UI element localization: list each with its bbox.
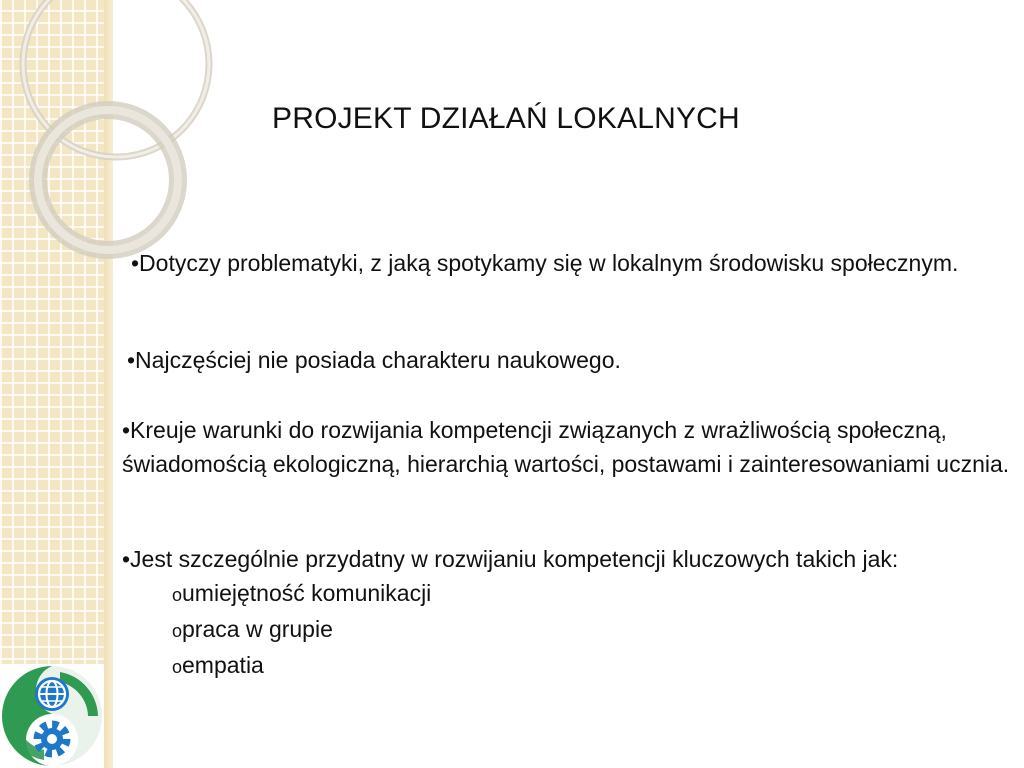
gear-icon	[38, 725, 66, 753]
list-marker: o	[172, 621, 183, 641]
list-marker: o	[172, 657, 183, 677]
list-item-text: praca w grupie	[182, 616, 333, 642]
decorative-rings	[0, 0, 130, 260]
list-item	[172, 576, 1017, 612]
list-marker: o	[172, 585, 183, 605]
slide-title: PROJEKT DZIAŁAŃ LOKALNYCH	[272, 102, 740, 135]
list-item	[172, 648, 1017, 684]
logo	[0, 664, 104, 768]
bullet-key-competences	[122, 542, 1017, 684]
competence-list	[122, 576, 1017, 684]
list-item-text: umiejętność komunikacji	[182, 580, 432, 606]
bullet-not-scientific: •Najczęściej nie posiada charakteru naukowego.	[127, 347, 621, 373]
list-item	[172, 612, 1017, 648]
bullet-key-competences-text: •Jest szczególnie przydatny w rozwijaniu kompetencji kluczowych takich jak:	[122, 546, 899, 572]
decorative-ring-small-highlight	[38, 110, 178, 250]
globe-gear-logo-icon	[0, 664, 104, 768]
bullet-competence-conditions: •Kreuje warunki do rozwijania kompetencji związanych z wrażliwością społeczną, świadomością ekologiczną, hierarchią wartości, postawami i zainteresowaniami ucznia.	[122, 417, 1010, 477]
list-item-text: empatia	[182, 652, 264, 678]
bullet-local-problems: •Dotyczy problematyki, z jaką spotykamy się w lokalnym środowisku społecznym.	[131, 250, 959, 276]
globe-icon	[35, 677, 69, 711]
